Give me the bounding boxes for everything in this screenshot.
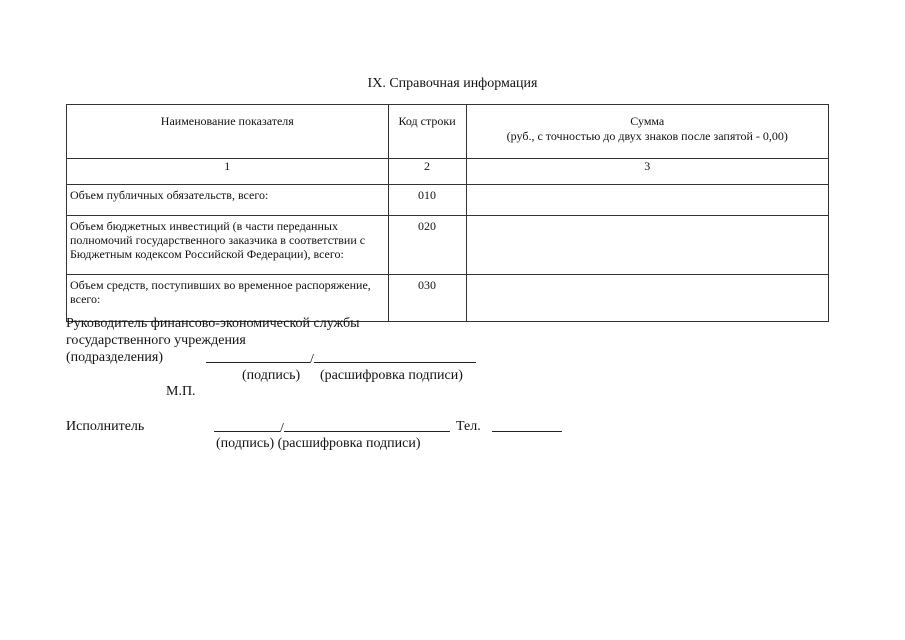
tel-field[interactable] (492, 419, 562, 437)
executor-label: Исполнитель (66, 419, 145, 434)
row-name: Объем публичных обязательств, всего: (67, 185, 389, 216)
row-code: 010 (388, 185, 466, 216)
slash: / (310, 352, 314, 367)
section-title: IX. Справочная информация (367, 76, 538, 91)
header-code: Код строки (388, 105, 466, 159)
reference-table (66, 104, 829, 322)
row-sum-field[interactable] (466, 185, 828, 216)
row-sum-field[interactable] (466, 275, 828, 322)
head-caption-decode: (расшифровка подписи) (320, 368, 463, 383)
tel-label: Тел. (456, 419, 481, 434)
head-title-line3: (подразделения) (66, 350, 163, 365)
executor-caption: (подпись) (расшифровка подписи) (216, 436, 421, 451)
col-number: 2 (388, 159, 466, 185)
table-header-row (67, 105, 829, 159)
signature-decode-field[interactable] (314, 350, 476, 363)
table-row (67, 185, 829, 216)
row-name: Объем бюджетных инвестиций (в части переданных полномочий государственного заказчика в соответствии с Бюджетным кодексом Российской Федерации), всего: (67, 216, 389, 275)
stamp-label: М.П. (166, 384, 196, 399)
col-number: 3 (466, 159, 828, 185)
column-numbering-row (67, 159, 829, 185)
signature-field[interactable] (214, 419, 280, 432)
header-sum-title: Сумма (630, 114, 665, 128)
executor-signature-line[interactable] (214, 419, 450, 437)
row-code: 020 (388, 216, 466, 275)
row-sum-field[interactable] (466, 216, 828, 275)
head-title-line1: Руководитель финансово-экономической службы (66, 316, 360, 331)
signature-decode-field[interactable] (284, 419, 450, 432)
tel-line[interactable] (492, 419, 562, 432)
row-name: Объем средств, поступивших во временное распоряжение, всего: (67, 275, 389, 322)
header-sum-note: (руб., с точностью до двух знаков после запятой - 0,00) (506, 129, 788, 143)
head-title-line2: государственного учреждения (66, 333, 246, 348)
table-row (67, 216, 829, 275)
row-code: 030 (388, 275, 466, 322)
head-signature-line[interactable] (206, 350, 476, 368)
head-caption-sign: (подпись) (242, 368, 301, 383)
header-sum (466, 105, 828, 159)
col-number: 1 (67, 159, 389, 185)
slash: / (280, 421, 284, 436)
table-row (67, 275, 829, 322)
header-name: Наименование показателя (67, 105, 389, 159)
signature-field[interactable] (206, 350, 310, 363)
